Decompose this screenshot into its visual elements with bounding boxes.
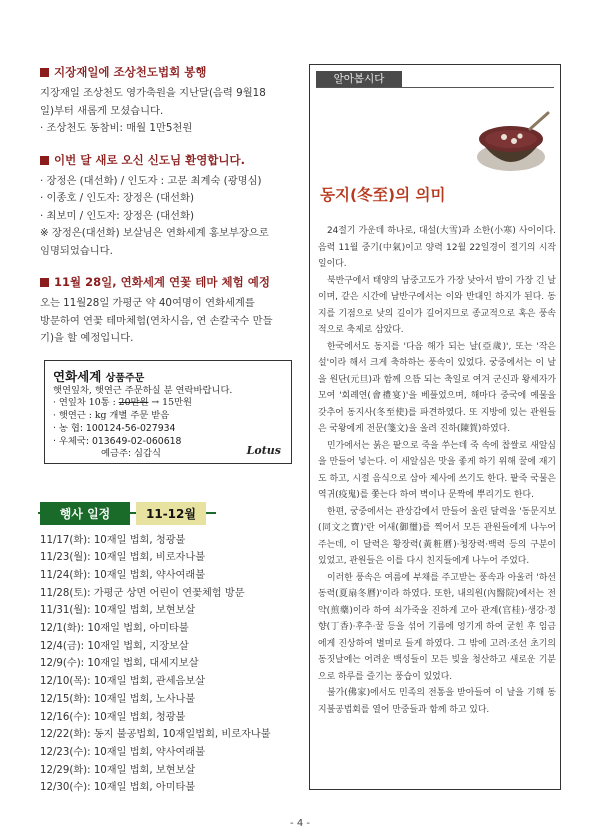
square-bullet-icon	[40, 68, 49, 77]
schedule-row: 12/30(수): 10재일 법회, 아미타불	[40, 782, 196, 794]
order-lotus-root-line: · 햇연근 : kg 개별 주문 받음	[53, 410, 170, 422]
article-box	[309, 64, 561, 790]
notice-line: · 최보미 / 인도자: 장정은 (대선화)	[40, 209, 194, 222]
schedule-row: 12/1(화): 10재일 법회, 아미타불	[40, 623, 189, 635]
schedule-row: 12/16(수): 10재일 법회, 청광불	[40, 711, 186, 723]
notice-line: 지장재일 조상천도 영가축원을 지난달(음력 9월18	[40, 87, 266, 99]
lotus-logo: Lotus	[246, 443, 281, 457]
notice-line: 임명되었습니다.	[40, 244, 113, 257]
schedule-row: 11/31(월): 10재일 법회, 보현보살	[40, 605, 196, 617]
schedule-list	[40, 532, 296, 798]
article-paragraph: 한편, 궁중에서는 관상감에서 만들어 올린 달력을 '동문지보(同文之寶)'란 어새(御璽)를 찍어서 모든 관원들에게 나누어 주는데, 이 달력은 황장력(黃粧曆)·청장력·백력 등의 구분이 있었고, 관원들은 이를 다시 친지들에게 나누어 주었다.	[318, 506, 556, 566]
article-header-tag: 알아봅시다	[316, 71, 402, 88]
schedule-row: 12/10(목): 10재일 법회, 관세음보살	[40, 676, 206, 688]
notice-line: 오는 11월28일 가평군 약 40여명이 연화세계를	[40, 297, 255, 309]
schedule-row: 11/23(월): 10재일 법회, 비로자나불	[40, 552, 206, 564]
notice-line: · 장정은 (대선화) / 인도자 : 고문 최계숙 (광명심)	[40, 174, 262, 187]
notice-line: 기)을 할 예정입니다.	[40, 332, 134, 344]
schedule-row: 12/4(금): 10재일 법회, 지장보살	[40, 640, 189, 652]
article-header-rule	[316, 87, 554, 88]
red-bean-porridge-icon	[470, 99, 552, 181]
schedule-row: 11/28(토): 가평군 상면 어린이 연꽃체험 방문	[40, 587, 245, 599]
order-price-line: · 연잎차 10통 : 20만원 → 15만원	[53, 397, 192, 409]
schedule-row: 12/9(수): 10재일 법회, 대세지보살	[40, 658, 199, 670]
schedule-row: 12/29(화): 10재일 법회, 보현보살	[40, 764, 196, 776]
schedule-row: 12/15(화): 10재일 법회, 노사나불	[40, 693, 196, 705]
order-bank-post: · 우체국: 013649-02-060618	[53, 435, 182, 447]
square-bullet-icon	[40, 156, 49, 165]
article-paragraph: 이러한 풍속은 여름에 부채를 주고받는 풍속과 아울러 '하선동력(夏扇冬曆)'이라 하였다. 또한, 내의원(內醫院)에서는 전약(煎藥)이라 하여 쇠가죽을 진하게 고아 관계(官桂)·생강·정향(丁香)·후추·꿀 등을 섞어 기름에 엉기게 하여 굳힌 후 임금에게 진상하여 별미로 들게 하였다. 그 밖에 고려·조선 초기의 동짓날에는 어려운 백성들이 모든 빚을 청산하고 새로운 기분으로 하루를 즐기는 풍습이 있었다.	[318, 572, 556, 682]
notice-heading-memorial: 지장재일에 조상천도법회 봉행	[40, 64, 296, 80]
notice-heading-lotus-experience: 11월 28일, 연화세계 연꽃 테마 체험 예정	[40, 274, 296, 290]
order-box	[44, 360, 292, 464]
notice-line: 일)부터 새롭게 모셨습니다.	[40, 104, 164, 117]
article-paragraph: 민가에서는 붉은 팥으로 죽을 쑤는데 죽 속에 찹쌀로 새알심을 만들어 넣는다. 이 새알심은 맛을 좋게 하기 위해 꿀에 재기도 하고, 시절 음식으로 삼아 제사에 쓰기도 한다. 팥죽 국물은 역귀(疫鬼)를 쫓는다 하여 벽이나 문짝에 뿌리기도 한다.	[318, 440, 556, 500]
order-box-title: 연화세계 상품주문	[53, 368, 145, 384]
schedule-period: 11-12월	[136, 502, 206, 525]
page-number: - 4 -	[290, 818, 310, 829]
order-account-holder: 예금주: 심갑식	[101, 448, 161, 460]
schedule-row: 11/17(화): 10재일 법회, 청광불	[40, 534, 186, 546]
notice-line: · 조상천도 동참비: 매월 1만5천원	[40, 122, 193, 134]
schedule-row: 12/23(수): 10재일 법회, 약사여래불	[40, 746, 206, 758]
order-note: 햇연잎차, 햇연근 주문하실 분 연락바랍니다.	[53, 384, 233, 396]
left-column	[40, 64, 296, 797]
article-body	[318, 223, 556, 718]
article-paragraph: 한국에서도 동지를 '다음 해가 되는 날(亞歲)', 또는 '작은 설'이라 해서 크게 축하하는 풍속이 있었다. 궁중에서는 이 날을 원단(元旦)과 함께 으뜸 되는 축일로 여겨 군신과 왕세자가 모여 '회례연(會禮宴)'을 베풀었으며, 해마다 중국에 예물을 갖추어 동지사(冬至使)를 파견하였다. 또 지방에 있는 관원들은 국왕에게 전문(箋文)을 올려 진하(陳賀)하였다.	[318, 341, 556, 434]
schedule-header	[40, 502, 296, 524]
schedule-row: 12/22(화): 동지 불공법회, 10재일법회, 비로자나불	[40, 729, 271, 741]
schedule-tag: 행사 일정	[40, 502, 130, 525]
schedule-row: 11/24(화): 10재일 법회, 약사여래불	[40, 569, 206, 581]
article-paragraph: 24절기 가운데 하나로, 대설(大雪)과 소한(小寒) 사이이다. 음력 11월 중기(中氣)이고 양력 12월 22일경이 절기의 시작일이다.	[318, 226, 556, 269]
notice-line: · 이종호 / 인도자: 장정은 (대선화)	[40, 192, 194, 204]
article-paragraph: 불가(佛家)에서도 민족의 전통을 받아들여 이 날을 기해 동지불공법회를 열어 만중들과 함께 하고 있다.	[318, 688, 556, 715]
order-bank-nh: · 농 협: 100124-56-027934	[53, 422, 176, 434]
notice-line: ※ 장정은(대선화) 보살님은 연화세계 홍보부장으로	[40, 227, 269, 239]
article-paragraph: 북반구에서 태양의 남중고도가 가장 낮아서 밤이 가장 긴 날이며, 같은 시간에 남반구에서는 이와 반대인 하지가 된다. 동지를 기점으로 낮의 길이가 길어지므로 종교적으로 혹은 풍속적으로 축제로 삼았다.	[318, 275, 556, 335]
notice-heading-welcome: 이번 달 새로 오신 신도님 환영합니다.	[40, 152, 296, 168]
notice-line: 방문하여 연꽃 테마체험(연차시음, 연 손칼국수 만들	[40, 314, 273, 327]
square-bullet-icon	[40, 278, 49, 287]
article-title: 동지(冬至)의 의미	[320, 186, 446, 204]
